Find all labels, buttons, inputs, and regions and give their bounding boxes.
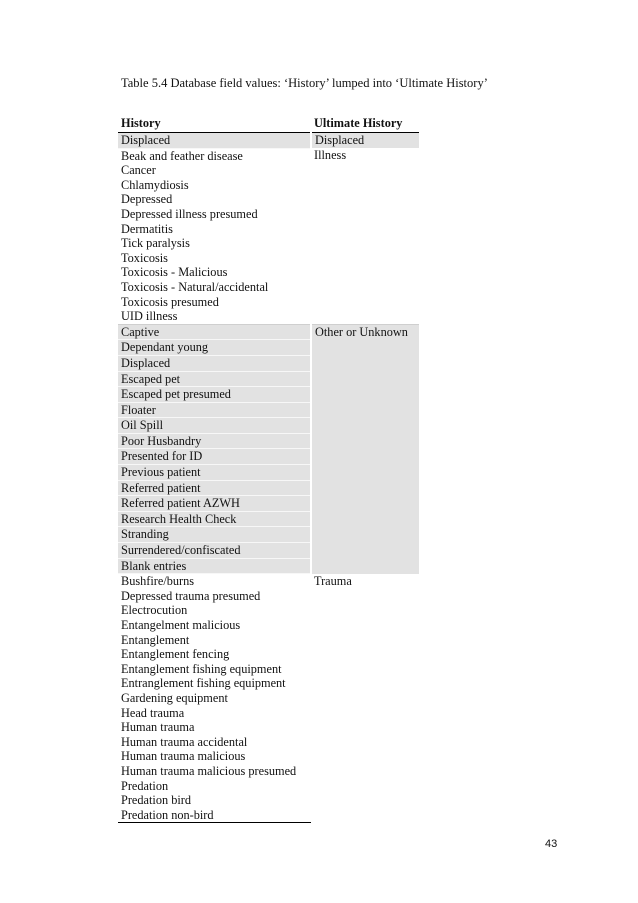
history-table — [118, 116, 419, 823]
table-row — [118, 574, 419, 589]
history-cell: Toxicosis presumed — [121, 294, 219, 309]
header-ultimate-history: Ultimate History — [311, 116, 419, 133]
history-cell: Entanglement — [121, 632, 190, 647]
history-cell: Research Health Check — [118, 511, 311, 527]
table-row — [118, 148, 419, 163]
page-number: 43 — [545, 838, 558, 850]
history-cell: Depressed illness presumed — [121, 206, 258, 221]
history-cell: Poor Husbandry — [118, 433, 311, 449]
group-trauma — [118, 574, 419, 823]
history-cell: Head trauma — [121, 705, 185, 720]
history-cell: Displaced — [118, 133, 311, 149]
history-cell: Bushfire/burns — [121, 574, 195, 589]
history-cell: Human trauma — [121, 720, 195, 735]
table-row — [118, 133, 419, 149]
history-cell: Toxicosis - Malicious — [121, 265, 228, 280]
history-cell: Surrendered/confiscated — [118, 543, 311, 559]
history-cell: Entangelment malicious — [121, 618, 241, 632]
history-cell: Electrocution — [121, 603, 188, 618]
history-cell: Toxicosis - Natural/accidental — [121, 279, 269, 294]
table-caption: Table 5.4 Database field values: ‘History’ lumped into ‘Ultimate History’ — [121, 76, 488, 90]
history-cell: Stranding — [118, 527, 311, 543]
ultimate-history-cell: Illness — [314, 148, 347, 163]
history-cell: Predation non-bird — [118, 808, 311, 823]
history-cell: Toxicosis — [121, 250, 168, 265]
history-cell: Presented for ID — [118, 449, 311, 465]
history-cell: Escaped pet presumed — [118, 387, 311, 403]
history-cell: Referred patient AZWH — [118, 496, 311, 512]
group-displaced — [118, 133, 419, 149]
history-cell: Tick paralysis — [121, 236, 190, 251]
history-cell: Human trauma malicious — [121, 749, 246, 764]
history-cell: Depressed trauma presumed — [121, 588, 261, 603]
history-cell: Human trauma malicious presumed — [121, 763, 297, 778]
history-cell: Oil Spill — [118, 418, 311, 434]
history-cell: Gardening equipment — [121, 690, 228, 705]
history-cell: Blank entries — [118, 558, 311, 574]
ultimate-history-cell: Other or Unknown — [311, 324, 419, 574]
history-cell: Entanglement fencing — [121, 647, 230, 662]
history-cell: Cancer — [121, 163, 156, 178]
table-header-row — [118, 116, 419, 133]
history-cell: Floater — [118, 402, 311, 418]
history-cell: Chlamydiosis — [121, 177, 189, 192]
group-other-or-unknown — [118, 324, 419, 574]
history-cell: Previous patient — [118, 465, 311, 481]
group-illness — [118, 148, 419, 324]
history-cell: Predation — [121, 778, 169, 793]
header-history: History — [118, 116, 311, 133]
history-cell: Dermatitis — [121, 221, 173, 236]
table-row — [118, 324, 419, 340]
history-cell: Displaced — [118, 355, 311, 371]
history-cell: Entanglement fishing equipment — [121, 661, 282, 676]
history-cell: Beak and feather disease — [121, 148, 243, 163]
history-cell: Entranglement fishing equipment — [121, 676, 286, 691]
history-cell: Escaped pet — [118, 371, 311, 387]
history-cell: Predation bird — [121, 793, 192, 808]
history-cell: UID illness — [121, 309, 178, 324]
ultimate-history-cell: Displaced — [311, 133, 419, 149]
history-cell: Captive — [118, 324, 311, 340]
history-cell: Depressed — [121, 192, 173, 207]
history-cell: Human trauma accidental — [121, 734, 248, 749]
history-cell: Dependant young — [118, 340, 311, 356]
history-cell: Referred patient — [118, 480, 311, 496]
ultimate-history-cell: Trauma — [314, 573, 352, 588]
